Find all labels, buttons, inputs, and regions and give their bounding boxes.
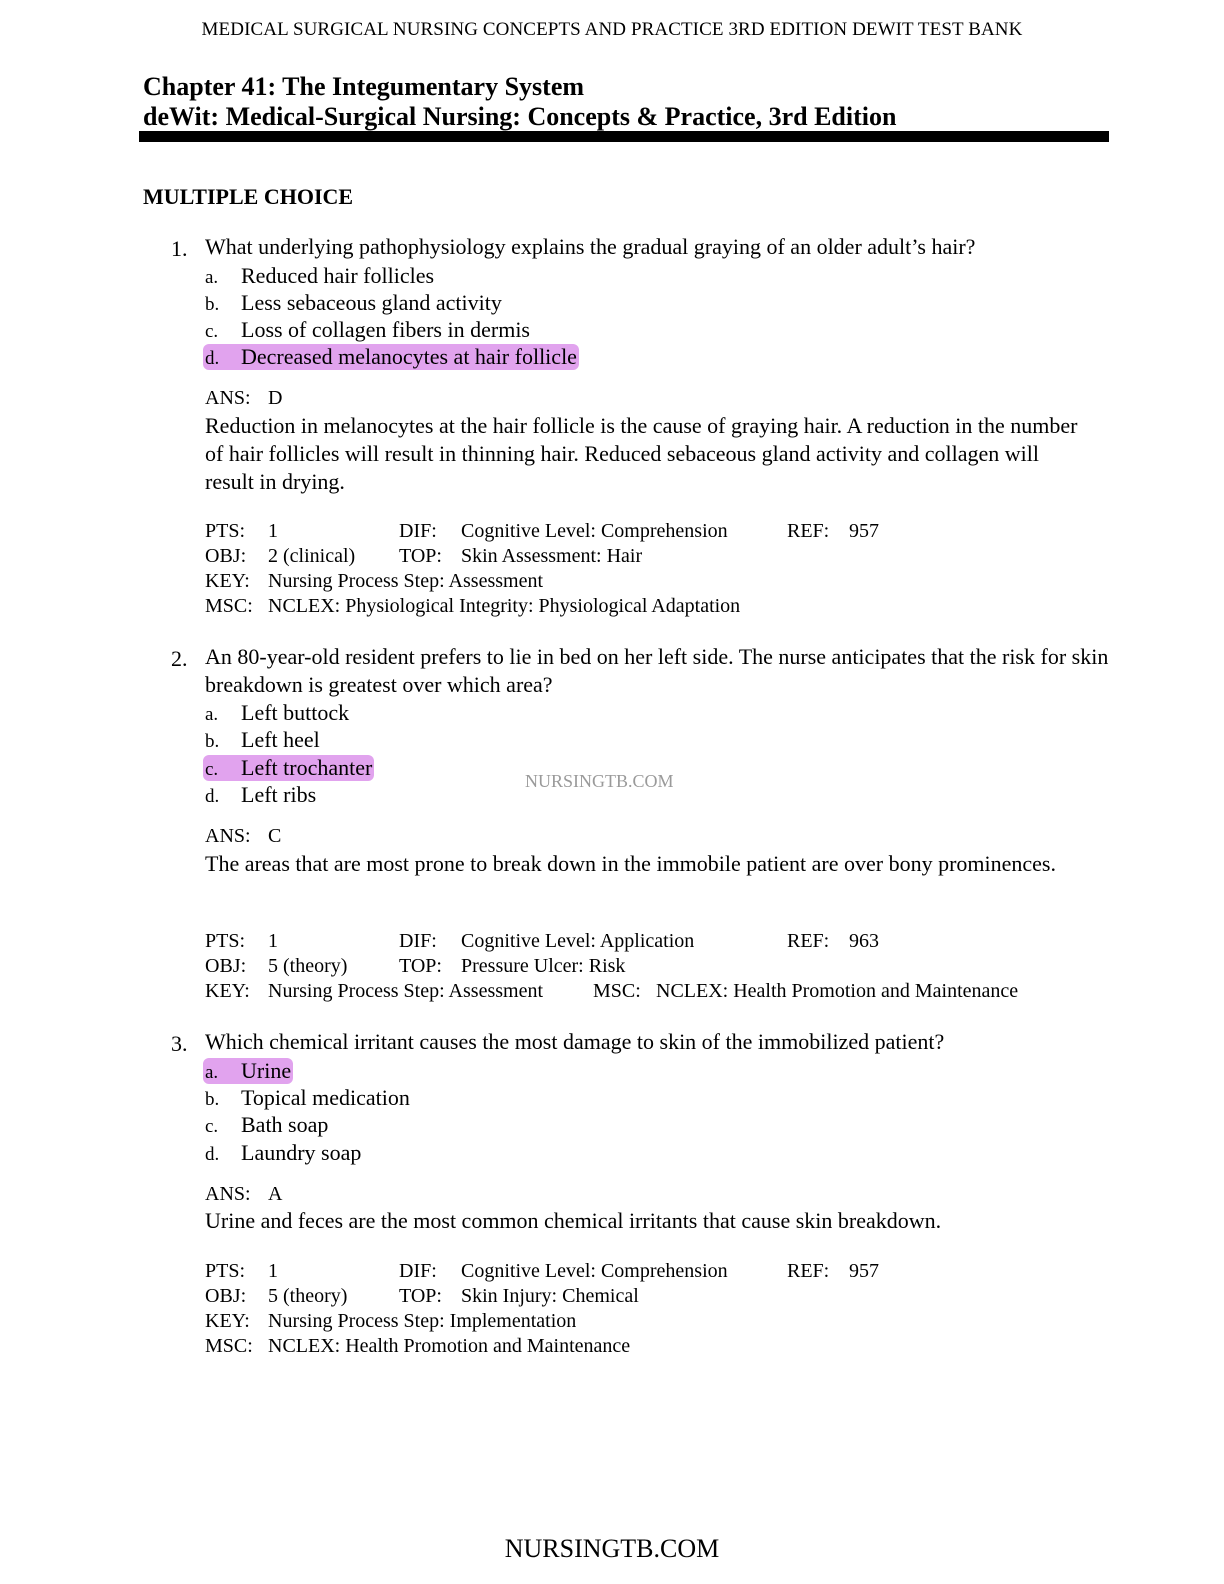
question-text: An 80-year-old resident prefers to lie in bed on her left side. The nurse anticipates that the risk for skin breakdown is greatest over which area? <box>205 644 1109 697</box>
ref-value: 963 <box>849 930 879 952</box>
title-divider <box>139 131 1109 142</box>
page-header: MEDICAL SURGICAL NURSING CONCEPTS AND PRACTICE 3RD EDITION DEWIT TEST BANK <box>201 19 1023 40</box>
choice-text: Laundry soap <box>241 1140 362 1165</box>
question-number: 3. <box>171 1031 188 1056</box>
key-label: KEY: <box>205 980 250 1002</box>
question-text: What underlying pathophysiology explains the gradual graying of an older adult’s hair? <box>205 234 976 259</box>
choice-c <box>205 1112 328 1138</box>
answer-value: A <box>268 1183 283 1205</box>
obj-label: OBJ: <box>205 955 247 977</box>
choice-letter: b. <box>205 294 220 315</box>
key-value: Nursing Process Step: Assessment <box>268 980 543 1002</box>
section-heading: MULTIPLE CHOICE <box>143 184 354 209</box>
msc-label: MSC: <box>205 595 253 617</box>
obj-label: OBJ: <box>205 1285 247 1307</box>
dif-value: Cognitive Level: Comprehension <box>461 1260 728 1282</box>
rationale: Urine and feces are the most common chemical irritants that cause skin breakdown. <box>205 1208 942 1233</box>
choice-text: Topical medication <box>241 1085 410 1110</box>
answer-label: ANS: <box>205 1183 251 1205</box>
choice-text: Urine <box>241 1058 292 1083</box>
choice-letter: a. <box>205 267 219 288</box>
answer-label: ANS: <box>205 825 251 847</box>
key-value: Nursing Process Step: Assessment <box>268 570 543 592</box>
dif-label: DIF: <box>399 1260 437 1282</box>
obj-value: 5 (theory) <box>268 955 348 977</box>
answer-line <box>205 1183 282 1206</box>
choice-a-highlighted <box>203 1058 293 1084</box>
dif-value: Cognitive Level: Comprehension <box>461 520 728 542</box>
obj-label: OBJ: <box>205 545 247 567</box>
answer-line <box>205 825 281 848</box>
dif-value: Cognitive Level: Application <box>461 930 695 952</box>
obj-value: 2 (clinical) <box>268 545 356 567</box>
choice-text: Left trochanter <box>241 755 373 780</box>
choice-text: Loss of collagen fibers in dermis <box>241 317 530 342</box>
ref-label: REF: <box>787 930 830 952</box>
book-title: deWit: Medical-Surgical Nursing: Concepts & Practice, 3rd Edition <box>143 102 897 131</box>
choice-letter: a. <box>205 704 219 725</box>
pts-label: PTS: <box>205 1260 246 1282</box>
choice-text: Left buttock <box>241 700 350 725</box>
ref-value: 957 <box>849 1260 879 1282</box>
ref-label: REF: <box>787 520 830 542</box>
choice-letter: a. <box>205 1062 219 1083</box>
pts-label: PTS: <box>205 520 246 542</box>
dif-label: DIF: <box>399 520 437 542</box>
key-label: KEY: <box>205 570 250 592</box>
choice-b <box>205 727 320 753</box>
choice-b <box>205 1085 410 1111</box>
choice-letter: d. <box>205 1144 220 1165</box>
choice-d-highlighted <box>203 344 579 370</box>
msc-label: MSC: <box>593 980 641 1002</box>
choice-text: Less sebaceous gland activity <box>241 290 502 315</box>
choice-text: Left ribs <box>241 782 317 807</box>
answer-value: C <box>268 825 282 847</box>
question-number: 2. <box>171 646 188 671</box>
choice-text: Bath soap <box>241 1112 329 1137</box>
top-label: TOP: <box>399 545 442 567</box>
obj-value: 5 (theory) <box>268 1285 348 1307</box>
choice-b <box>205 290 502 316</box>
choice-text: Reduced hair follicles <box>241 263 435 288</box>
top-label: TOP: <box>399 955 442 977</box>
answer-label: ANS: <box>205 387 251 409</box>
choice-letter: c. <box>205 759 219 780</box>
choice-a <box>205 263 434 289</box>
choice-letter: b. <box>205 1089 220 1110</box>
choice-text: Left heel <box>241 727 320 752</box>
rationale: The areas that are most prone to break down in the immobile patient are over bony prominences. <box>205 851 1056 876</box>
key-value: Nursing Process Step: Implementation <box>268 1310 577 1332</box>
top-value: Skin Injury: Chemical <box>461 1285 639 1307</box>
top-value: Pressure Ulcer: Risk <box>461 955 626 977</box>
question-text: Which chemical irritant causes the most damage to skin of the immobilized patient? <box>205 1029 945 1054</box>
choice-letter: c. <box>205 321 219 342</box>
msc-value: NCLEX: Health Promotion and Maintenance <box>268 1335 631 1357</box>
ref-value: 957 <box>849 520 879 542</box>
choice-letter: c. <box>205 1116 219 1137</box>
choice-d <box>205 1140 361 1166</box>
msc-value: NCLEX: Health Promotion and Maintenance <box>656 980 1019 1002</box>
pts-value: 1 <box>268 930 278 952</box>
msc-value: NCLEX: Physiological Integrity: Physiological Adaptation <box>268 595 741 617</box>
answer-value: D <box>268 387 283 409</box>
chapter-title: Chapter 41: The Integumentary System <box>143 72 585 101</box>
choice-text: Decreased melanocytes at hair follicle <box>241 344 577 369</box>
key-label: KEY: <box>205 1310 250 1332</box>
page-footer: NURSINGTB.COM <box>504 1534 720 1563</box>
watermark: NURSINGTB.COM <box>525 771 674 791</box>
choice-letter: b. <box>205 731 220 752</box>
answer-line <box>205 387 282 410</box>
top-value: Skin Assessment: Hair <box>461 545 643 567</box>
rationale: Reduction in melanocytes at the hair follicle is the cause of graying hair. A reduction in the number of hair follicles will result in thinning hair. Reduced sebaceous gland activity and collagen will result in drying. <box>205 413 1078 494</box>
choice-c <box>205 317 530 343</box>
choice-a <box>205 700 349 726</box>
pts-label: PTS: <box>205 930 246 952</box>
ref-label: REF: <box>787 1260 830 1282</box>
top-label: TOP: <box>399 1285 442 1307</box>
msc-label: MSC: <box>205 1335 253 1357</box>
dif-label: DIF: <box>399 930 437 952</box>
choice-letter: d. <box>205 786 220 807</box>
choice-c-highlighted <box>203 755 374 781</box>
pts-value: 1 <box>268 520 278 542</box>
pts-value: 1 <box>268 1260 278 1282</box>
choice-letter: d. <box>205 348 220 369</box>
choice-d <box>205 782 316 808</box>
question-number: 1. <box>171 236 188 261</box>
